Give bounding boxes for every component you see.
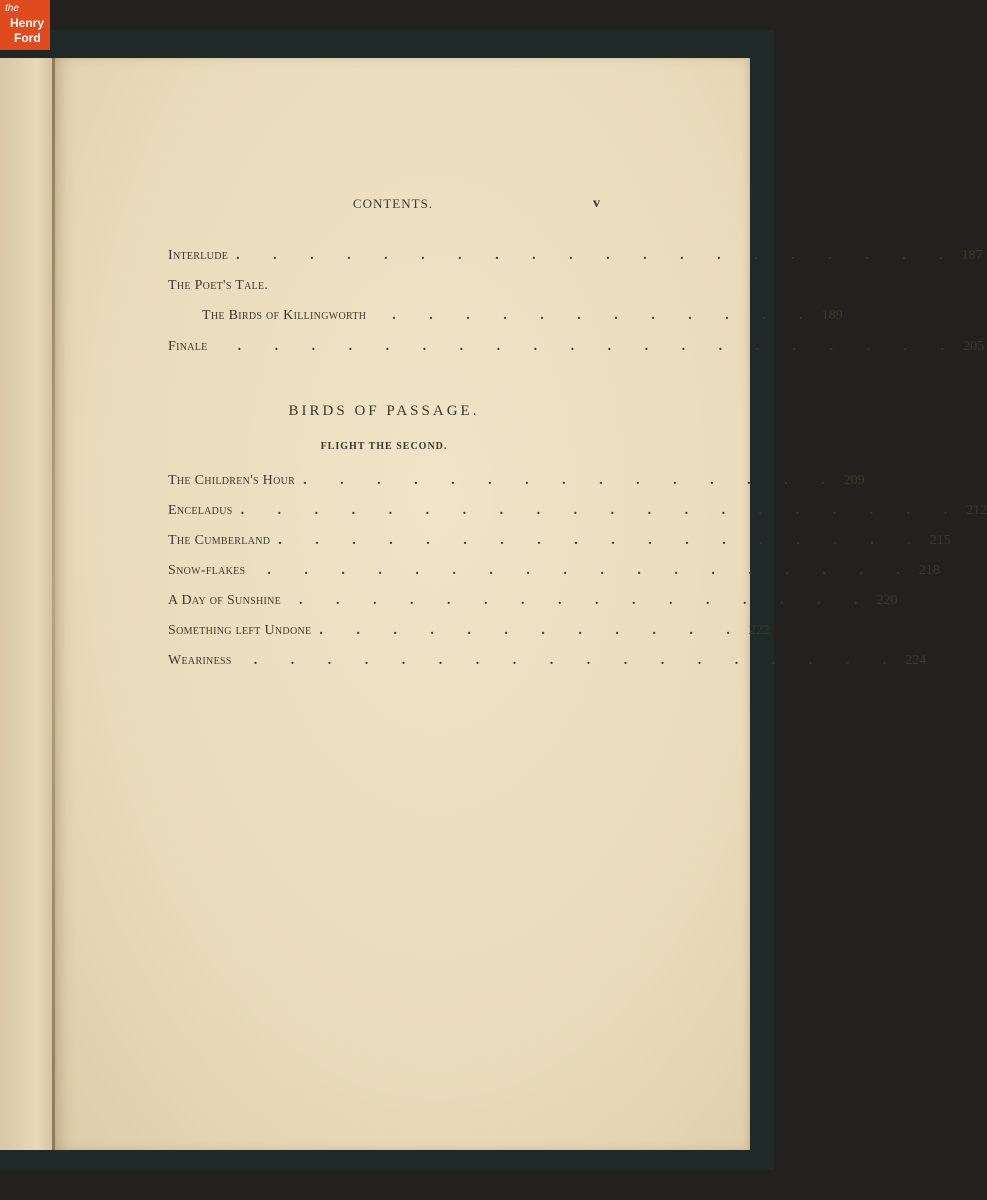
toc-entry-title: A Day of Sunshine <box>168 593 282 608</box>
leader-dots: . . . . . . . . . . . . . . . . . . <box>267 563 915 578</box>
toc-entry-page: 187 <box>961 248 983 263</box>
toc-entry-enceladus <box>168 503 987 525</box>
toc-entry-title: Weariness <box>168 653 232 668</box>
leader-dots: . . . . . . . . . . . . . . . . . . . . <box>237 339 960 354</box>
toc-entry-title: Interlude <box>168 248 229 263</box>
leader-dots: . . . . . . . . . . . . . . . . . . <box>278 533 926 548</box>
leader-dots: . . . . . . . . . . . . . . . . . . <box>253 653 902 668</box>
leader-dots: . . . . . . . . . . . . <box>392 308 818 323</box>
toc-entry-page: 218 <box>918 563 940 578</box>
toc-entry-day-of-sunshine <box>168 593 898 615</box>
toc-entry-cumberland <box>168 533 951 555</box>
toc-entry-title: Finale <box>168 339 208 354</box>
toc-entry-page: 220 <box>876 593 898 608</box>
toc-entry-poets-tale <box>168 278 600 300</box>
section-subtitle: FLIGHT THE SECOND. <box>320 441 448 452</box>
toc-entry-childrens-hour <box>168 473 865 495</box>
henry-ford-logo: the Henry Ford <box>0 0 50 50</box>
leader-dots: . . . . . . . . . . . . . . . . . . . . <box>240 503 963 518</box>
leader-dots: . . . . . . . . . . . . . . . . <box>299 593 873 608</box>
toc-entry-weariness <box>168 653 927 675</box>
toc-entry-finale <box>168 339 985 361</box>
toc-entry-page: 224 <box>905 653 927 668</box>
page-title: CONTENTS. <box>352 196 434 211</box>
toc-entry-birds-of-killingworth <box>202 308 843 330</box>
toc-entry-title: The Cumberland <box>168 533 271 548</box>
leader-dots: . . . . . . . . . . . . . . . <box>303 473 840 488</box>
toc-entry-title: The Children's Hour <box>168 473 296 488</box>
toc-entry-title: Enceladus <box>168 503 233 518</box>
page-gutter <box>52 58 55 1150</box>
toc-entry-title: The Poet's Tale. <box>168 278 269 293</box>
running-header <box>180 196 606 216</box>
leader-dots: . . . . . . . . . . . . <box>319 623 745 638</box>
leader-dots: . . . . . . . . . . . . . . . . . . . . <box>236 248 958 263</box>
toc-entry-page: 215 <box>929 533 951 548</box>
toc-entry-page: 189 <box>821 308 843 323</box>
toc-entry-page: 209 <box>843 473 865 488</box>
toc-entry-page: 222 <box>748 623 770 638</box>
section-title: BIRDS OF PASSAGE. <box>288 403 480 419</box>
toc-entry-title: The Birds of Killingworth <box>202 308 367 323</box>
toc-entry-snow-flakes <box>168 563 940 585</box>
toc-entry-title: Snow-flakes <box>168 563 246 578</box>
toc-entry-something-left-undone <box>168 623 770 645</box>
toc-entry-title: Something left Undone <box>168 623 312 638</box>
page-number: v <box>593 196 600 211</box>
toc-entry-page: 205 <box>963 339 985 354</box>
toc-entry-page: 212 <box>966 503 987 518</box>
toc-entry-interlude <box>168 248 983 270</box>
